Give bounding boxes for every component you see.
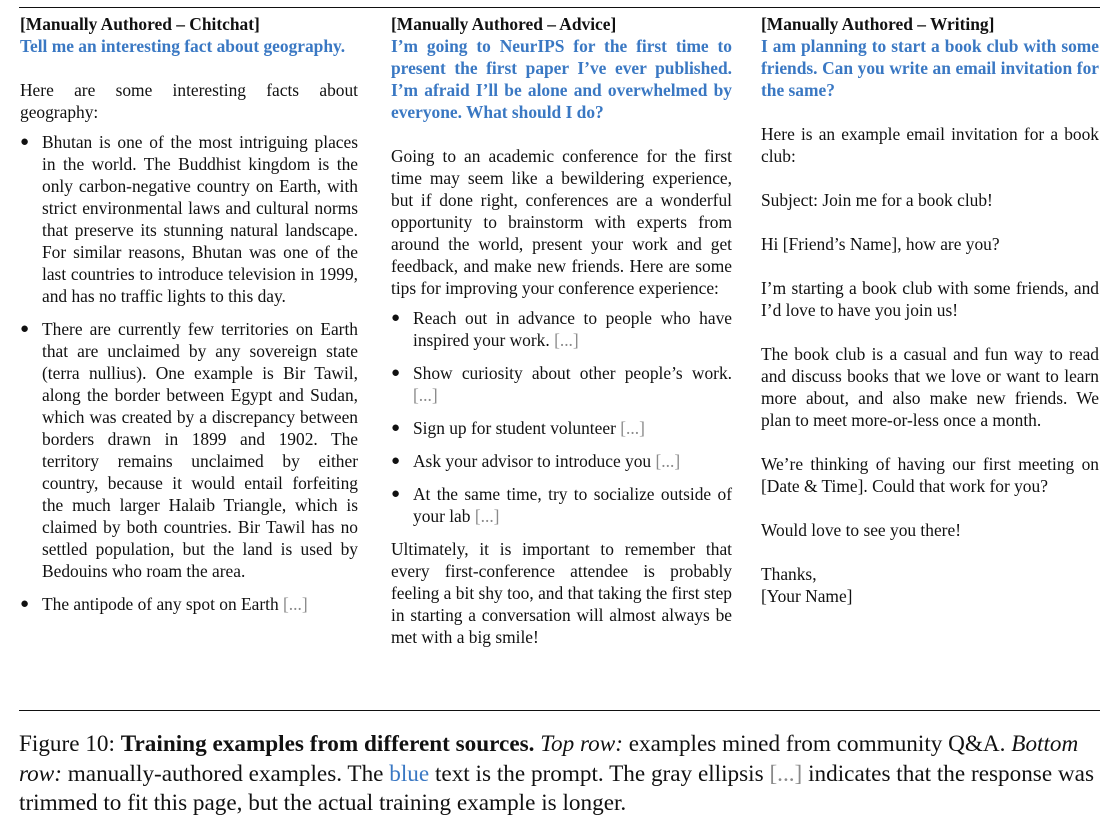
caption-blue-word: blue <box>389 760 430 787</box>
bullet-item: ● Bhutan is one of the most intriguing places in the world. The Buddhist kingdom is the only carbon-negative country on Earth, with strict environmental laws and cultural norms that preserve its stunning natural landscape. For similar reasons, Bhutan was one of the last countries to introduce television in 1999, and has no traffic lights to this day. <box>20 132 358 306</box>
bullet-icon: ● <box>391 453 401 469</box>
email-paragraph: Would love to see you there! <box>761 520 961 540</box>
examples-columns <box>20 13 1100 670</box>
bullet-icon: ● <box>391 486 401 502</box>
response-bullets <box>391 307 732 527</box>
caption-top-label: Top row: <box>540 731 623 757</box>
bullet-icon: ● <box>20 134 30 150</box>
email-signature: [Your Name] <box>761 586 853 606</box>
caption-text: text is the prompt. The gray ellipsis <box>434 760 764 787</box>
caption-bold-title: Training examples from different sources. <box>120 731 535 757</box>
response-intro: Going to an academic conference for the first time may seem like a bewildering experience, but if done right, conferences are a wonderful opportunity to brainstorm with experts from around the world, present your work and get feedback, and make new friends. Here are some tips for improving your conference experience: <box>391 146 732 298</box>
bullet-icon: ● <box>391 420 401 436</box>
trim-ellipsis: [...] <box>474 506 500 526</box>
email-signoff: Thanks, <box>761 564 817 584</box>
response-bullets <box>20 131 358 615</box>
bottom-rule <box>19 710 1100 711</box>
source-heading: [Manually Authored – Writing] <box>761 14 995 34</box>
caption-bottom-label: Bottom row: <box>19 731 1079 787</box>
email-paragraph: I’m starting a book club with some friends, and I’d love to have you join us! <box>761 278 1099 320</box>
prompt-text: I am planning to start a book club with some friends. Can you write an email invitation for the same? <box>761 36 1099 100</box>
bullet-icon: ● <box>20 321 30 337</box>
bullet-item: ● Ask your advisor to introduce you [...] <box>391 451 681 471</box>
bullet-icon: ● <box>391 365 401 381</box>
bullet-item: ● Reach out in advance to people who have inspired your work. [...] <box>391 308 732 350</box>
caption-text: indicates that the response was trimmed to fit this page, but the actual training example is longer. <box>19 760 1094 816</box>
column-advice <box>391 13 732 670</box>
trim-ellipsis: [...] <box>283 594 308 614</box>
caption-text: examples mined from community Q&A. <box>628 731 1006 757</box>
bullet-icon: ● <box>391 310 401 326</box>
response-outro: Ultimately, it is important to remember that every first-conference attendee is probably feeling a bit shy too, and that taking the first step in starting a conversation will almost always be met with a big smile! <box>391 539 732 647</box>
figure-label: Figure 10: <box>19 731 115 757</box>
prompt-text: Tell me an interesting fact about geography. <box>20 36 346 56</box>
email-paragraph: We’re thinking of having our first meeting on [Date & Time]. Could that work for you? <box>761 454 1099 496</box>
trim-ellipsis: [...] <box>655 451 681 471</box>
response-intro: Here is an example email invitation for a book club: <box>761 124 1099 166</box>
figure-caption <box>19 730 1102 819</box>
trim-ellipsis: [...] <box>620 418 645 438</box>
caption-gray-ellipsis: [...] <box>769 760 803 787</box>
caption-text: manually-authored examples. The <box>67 760 384 787</box>
bullet-icon: ● <box>20 596 30 612</box>
bullet-item: ● Sign up for student volunteer [...] <box>391 418 645 438</box>
email-subject: Subject: Join me for a book club! <box>761 190 993 210</box>
response-intro: Here are some interesting facts about geography: <box>20 80 358 122</box>
column-chitchat <box>20 13 358 670</box>
trim-ellipsis: [...] <box>413 385 438 405</box>
top-rule <box>19 7 1100 8</box>
column-writing <box>761 13 1099 670</box>
bullet-item: ● Show curiosity about other people’s work. [...] <box>391 363 732 405</box>
bullet-item: ● The antipode of any spot on Earth [...] <box>20 594 308 614</box>
bullet-item: ● There are currently few territories on Earth that are unclaimed by any sovereign state (terra nullius). One example is Bir Tawil, along the border between Egypt and Sudan, which was created by a discrepancy between borders drawn in 1899 and 1902. The territory remains unclaimed by either country, because it would entail forfeiting the much larger Halaib Triangle, which is claimed by both countries. Bir Tawil has no settled population, but the land is used by Bedouins who roam the area. <box>20 319 358 581</box>
email-paragraph: The book club is a casual and fun way to read and discuss books that we love or want to learn more about, and also make new friends. We plan to meet more-or-less once a month. <box>761 344 1099 430</box>
bullet-item: ● At the same time, try to socialize outside of your lab [...] <box>391 484 732 526</box>
source-heading: [Manually Authored – Advice] <box>391 14 617 34</box>
source-heading: [Manually Authored – Chitchat] <box>20 14 260 34</box>
prompt-text: I’m going to NeurIPS for the first time to present the first paper I’ve ever published. I’m afraid I’ll be alone and overwhelmed by everyone. What should I do? <box>391 36 732 122</box>
trim-ellipsis: [...] <box>554 330 579 350</box>
email-greeting: Hi [Friend’s Name], how are you? <box>761 234 1000 254</box>
